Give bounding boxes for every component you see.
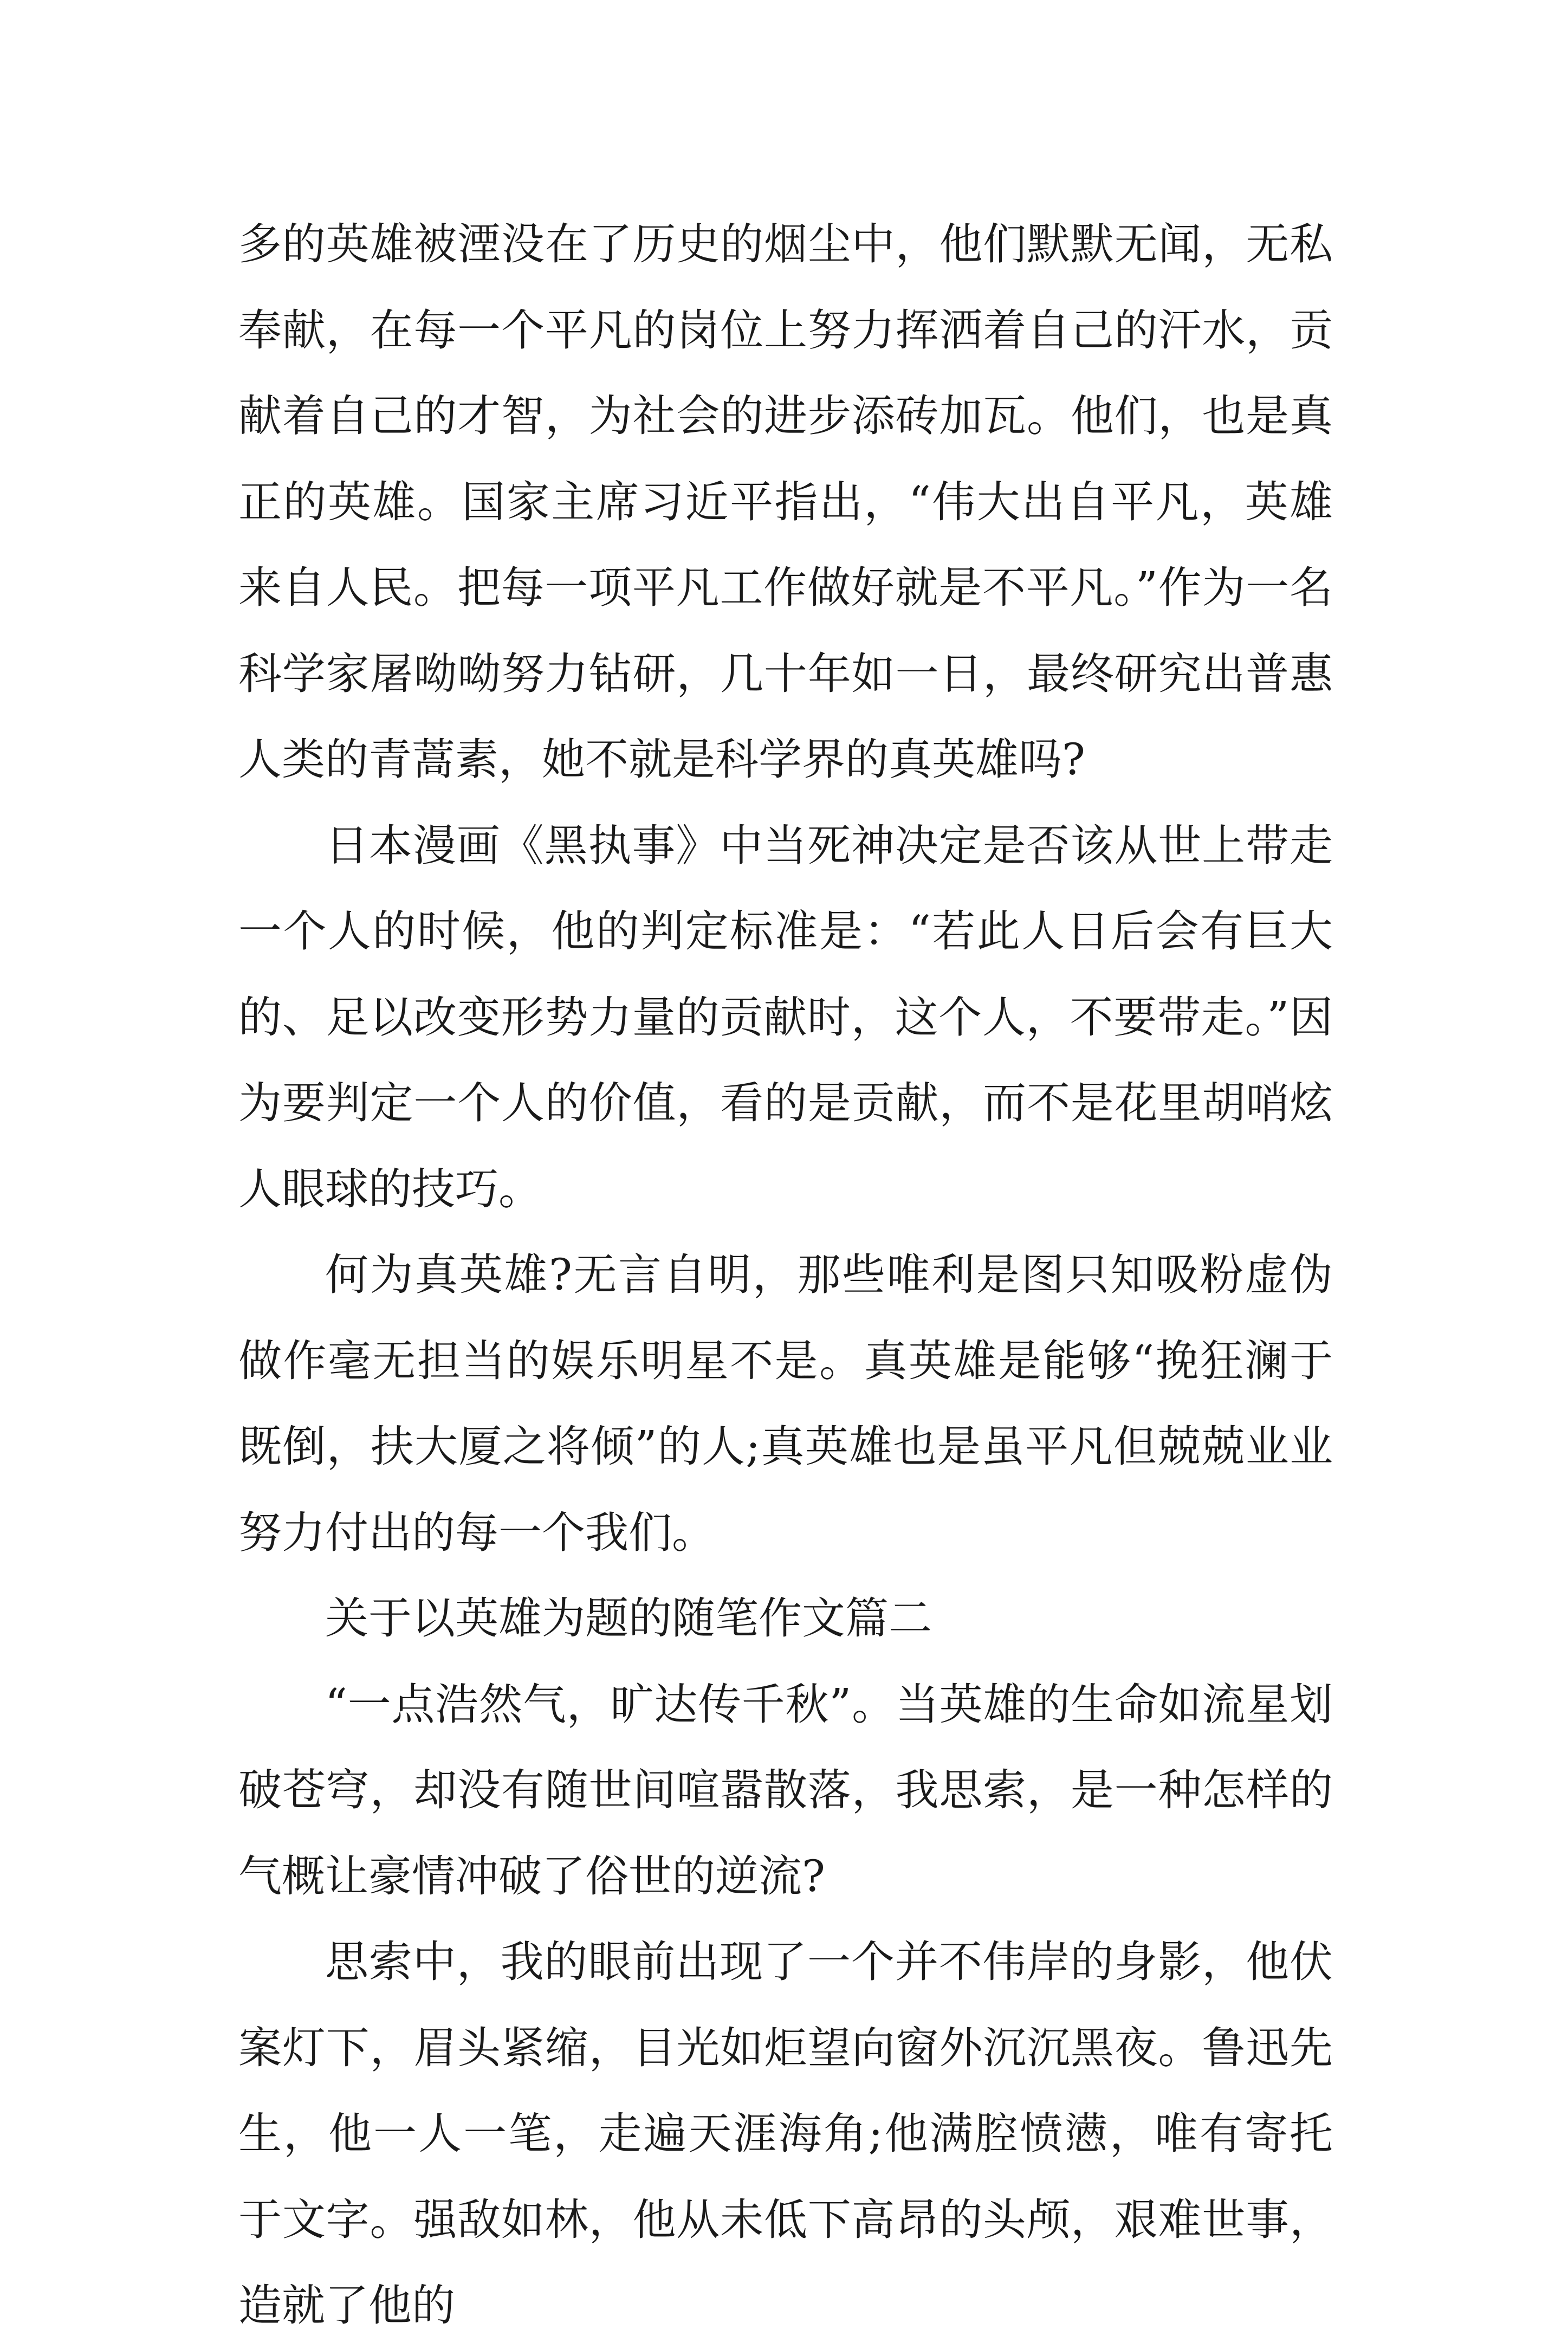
section-heading: 关于以英雄为题的随笔作文篇二 bbox=[325, 1593, 932, 1643]
paragraph-2: 日本漫画《黑执事》中当死神决定是否该从世上带走一个人的时候，他的判定标准是：“若此人日后会有巨大的、足以改变形势力量的贡献时，这个人，不要带走。”因为要判定一个人的价值，看的是贡献，而不是花里胡哨炫人眼球的技巧。 bbox=[238, 820, 1333, 1214]
paragraph-6: 思索中，我的眼前出现了一个并不伟岸的身影，他伏案灯下，眉头紧缩，目光如炬望向窗外沉沉黑夜。鲁迅先生，他一人一笔，走遍天涯海角;他满腔愤懑，唯有寄托于文字。强敌如林，他从未低下高昂的头颅，艰难世事，造就了他的 bbox=[238, 1937, 1333, 2331]
paragraph-5: “一点浩然气，旷达传千秋”。当英雄的生命如流星划破苍穹，却没有随世间喧嚣散落，我思索，是一种怎样的气概让豪情冲破了俗世的逆流? bbox=[238, 1679, 1333, 1901]
paragraph-1: 多的英雄被湮没在了历史的烟尘中，他们默默无闻，无私奉献，在每一个平凡的岗位上努力挥洒着自己的汗水，贡献着自己的才智，为社会的进步添砖加瓦。他们，也是真正的英雄。国家主席习近平指出，“伟大出自平凡，英雄来自人民。把每一项平凡工作做好就是不平凡。”作为一名科学家屠呦呦努力钻研，几十年如一日，最终研究出普惠人类的青蒿素，她不就是科学界的真英雄吗? bbox=[238, 219, 1333, 785]
document-body bbox=[238, 202, 1333, 2349]
paragraph-3: 何为真英雄?无言自明，那些唯利是图只知吸粉虚伪做作毫无担当的娱乐明星不是。真英雄是能够“挽狂澜于既倒，扶大厦之将倾”的人;真英雄也是虽平凡但兢兢业业努力付出的每一个我们。 bbox=[238, 1250, 1333, 1558]
